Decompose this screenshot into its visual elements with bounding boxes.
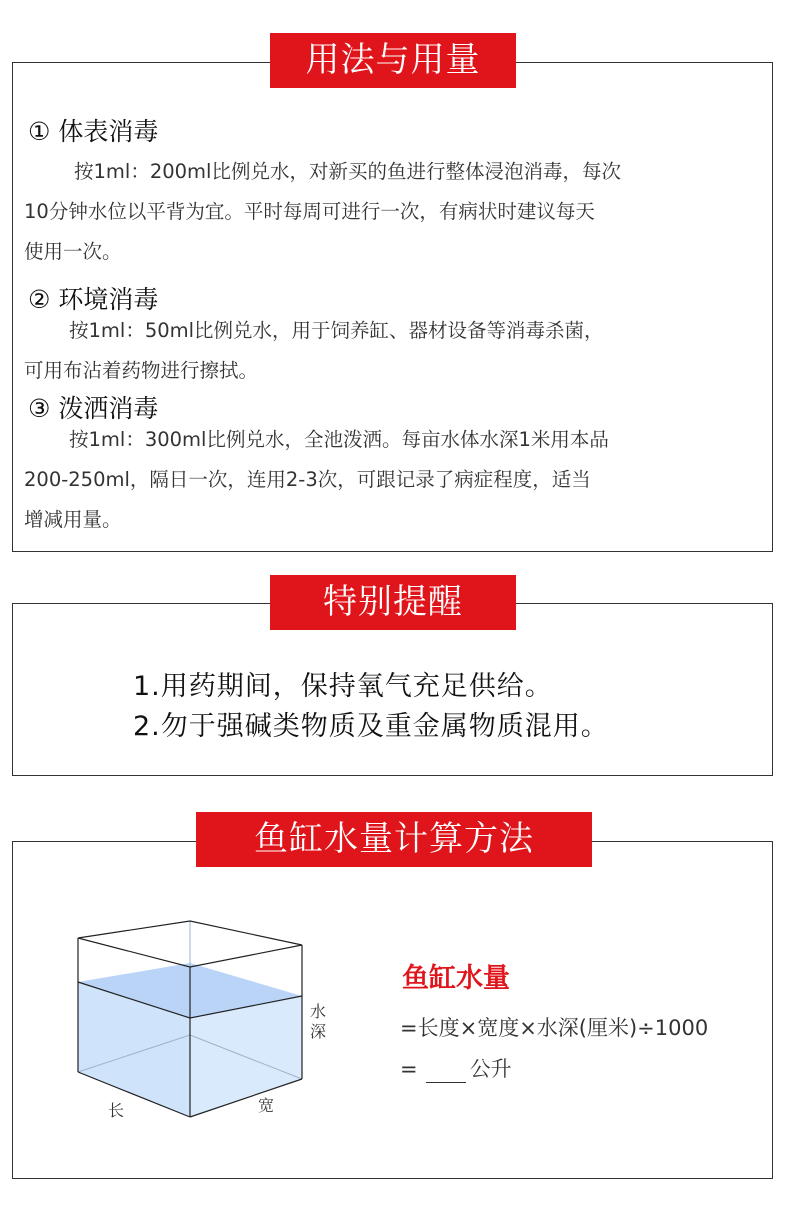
environment-disinfection-title: ② 环境消毒 xyxy=(28,285,159,314)
body-disinfection-line-3: 使用一次。 xyxy=(24,240,122,263)
body-disinfection-title: ① 体表消毒 xyxy=(28,117,159,146)
body-disinfection-line-2: 10分钟水位以平背为宜。平时每周可进行一次，有病状时建议每天 xyxy=(24,200,595,223)
tank-width-label: 宽 xyxy=(258,1096,275,1115)
calc-result-prefix: = xyxy=(400,1057,418,1081)
spray-disinfection-line-2: 200-250ml，隔日一次，连用2-3次，可跟记录了病症程度，适当 xyxy=(24,468,591,491)
calc-result xyxy=(400,1052,512,1083)
usage-dosage-banner: 用法与用量 xyxy=(270,33,516,88)
calc-title: 鱼缸水量 xyxy=(402,963,510,994)
reminder-item-2: 2.勿于强碱类物质及重金属物质混用。 xyxy=(133,711,609,742)
calc-result-blank xyxy=(426,1052,466,1083)
tank-length-label: 长 xyxy=(108,1101,125,1120)
body-disinfection-line-1: 按1ml：200ml比例兑水，对新买的鱼进行整体浸泡消毒，每次 xyxy=(74,160,621,183)
calc-result-unit: 公升 xyxy=(469,1057,512,1081)
spray-disinfection-title: ③ 泼洒消毒 xyxy=(28,394,159,423)
tank-depth-label: 水深 xyxy=(310,1002,327,1041)
special-reminder-banner: 特别提醒 xyxy=(270,575,516,630)
reminder-item-1: 1.用药期间，保持氧气充足供给。 xyxy=(133,671,553,702)
calc-formula: =长度×宽度×水深(厘米)÷1000 xyxy=(400,1016,709,1040)
spray-disinfection-text xyxy=(24,420,766,540)
environment-disinfection-line-1: 按1ml：50ml比例兑水，用于饲养缸、器材设备等消毒杀菌， xyxy=(69,319,604,342)
environment-disinfection-line-2: 可用布沾着药物进行擦拭。 xyxy=(24,359,259,382)
environment-disinfection-text xyxy=(24,311,766,391)
spray-disinfection-line-3: 增减用量。 xyxy=(24,508,122,531)
tank-volume-banner: 鱼缸水量计算方法 xyxy=(196,812,592,867)
fish-tank-diagram xyxy=(70,915,320,1125)
body-disinfection-text xyxy=(24,152,766,272)
spray-disinfection-line-1: 按1ml：300ml比例兑水，全池泼洒。每亩水体水深1米用本品 xyxy=(69,428,609,451)
